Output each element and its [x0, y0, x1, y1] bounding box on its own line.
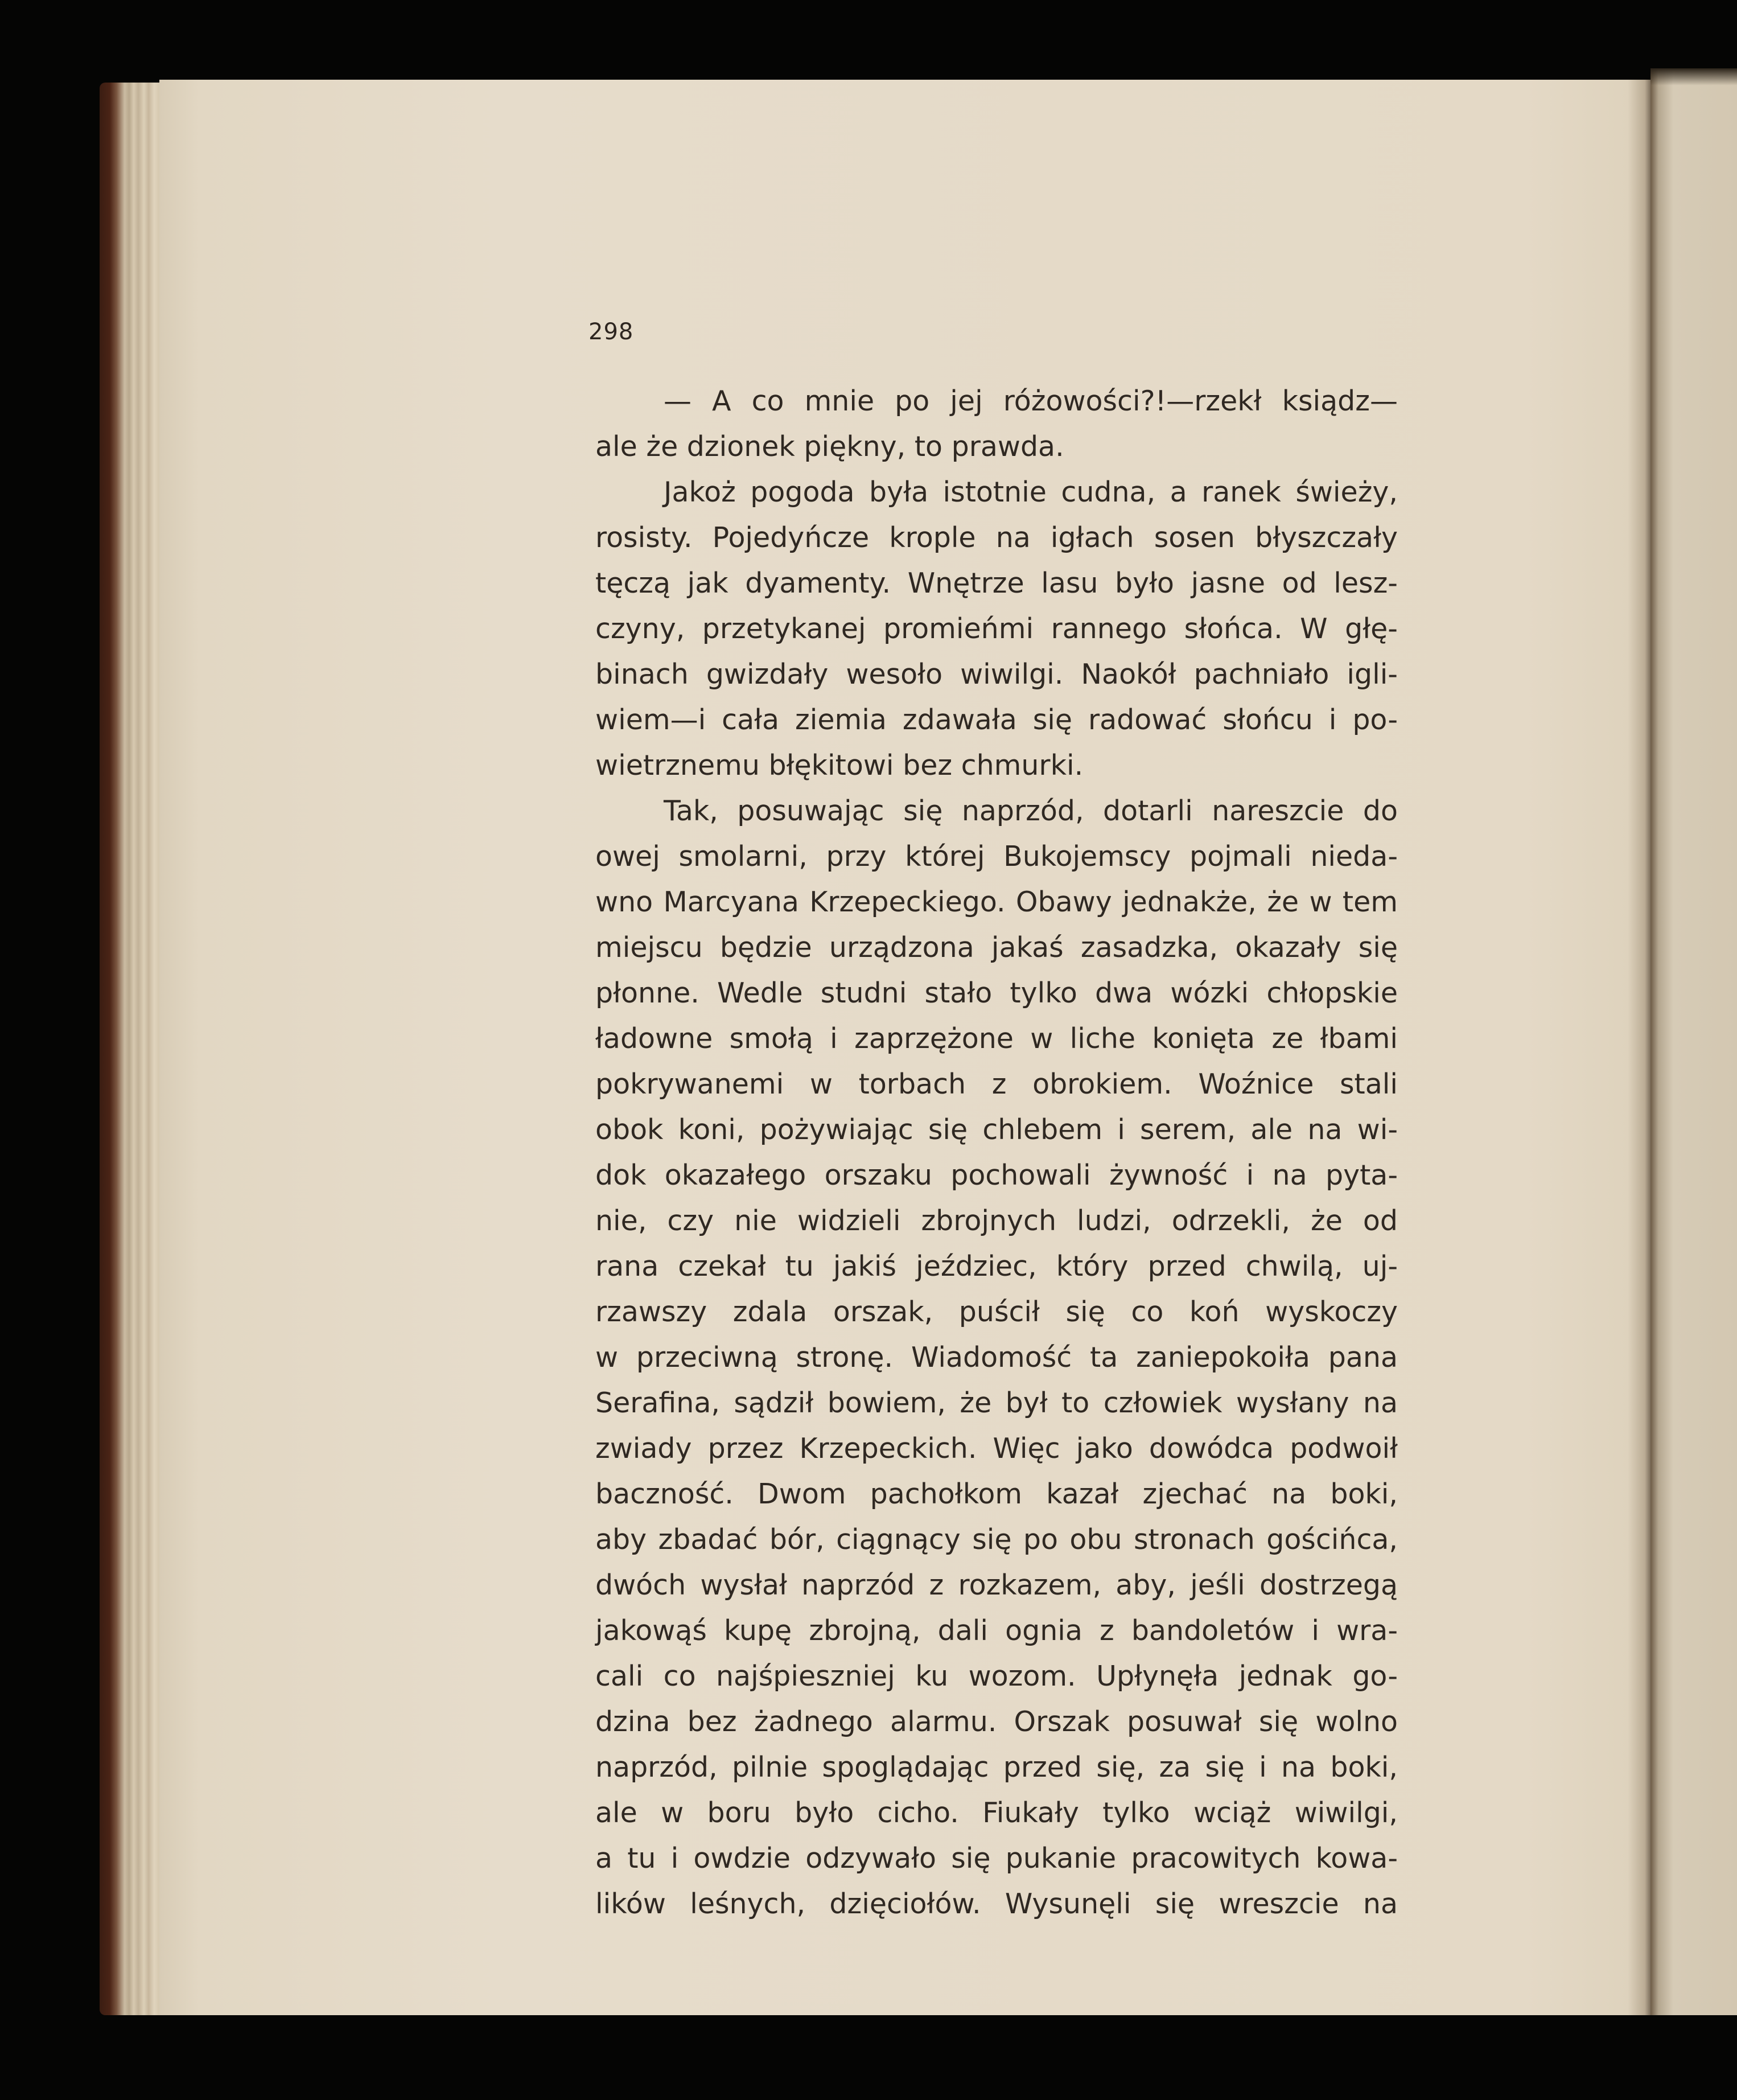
text-line: Serafina, sądził bowiem, że był to człowiek wysłany na	[595, 1387, 1398, 1419]
text-line: obok koni, pożywiając się chlebem i serem, ale na wi-	[595, 1113, 1398, 1146]
text-line: rana czekał tu jakiś jeździec, który przed chwilą, uj-	[595, 1250, 1398, 1283]
text-line: baczność. Dwom pachołkom kazał zjechać na boki,	[595, 1478, 1398, 1510]
text-line: zwiady przez Krzepeckich. Więc jako dowódca podwoił	[595, 1432, 1398, 1465]
facing-page-edge	[1650, 68, 1737, 2015]
body-text	[595, 379, 1398, 1927]
text-line: Jakoż pogoda była istotnie cudna, a ranek świeży,	[664, 476, 1398, 508]
text-line: dzina bez żadnego alarmu. Orszak posuwał się wolno	[595, 1706, 1398, 1738]
text-line: binach gwizdały wesoło wiwilgi. Naokół pachniało igli-	[595, 658, 1398, 691]
text-line: rosisty. Pojedyńcze krople na igłach sosen błyszczały	[595, 521, 1398, 554]
text-line: ładowne smołą i zaprzężone w liche konięta ze łbami	[595, 1022, 1398, 1055]
text-line: lików leśnych, dzięciołów. Wysunęli się wreszcie na	[595, 1888, 1398, 1920]
text-line: aby zbadać bór, ciągnący się po obu stronach gościńca,	[595, 1523, 1398, 1556]
gutter-shadow	[1628, 80, 1650, 2015]
text-line: jakowąś kupę zbrojną, dali ognia z bandoletów i wra-	[595, 1614, 1398, 1647]
text-line: ale w boru było cicho. Fiukały tylko wciąż wiwilgi,	[595, 1797, 1398, 1829]
text-line: wiem—i cała ziemia zdawała się radować słońcu i po-	[595, 704, 1398, 736]
text-line: w przeciwną stronę. Wiadomość ta zaniepokoiła pana	[595, 1341, 1398, 1374]
text-line: płonne. Wedle studni stało tylko dwa wózki chłopskie	[595, 977, 1398, 1009]
text-line: Tak, posuwając się naprzód, dotarli nareszcie do	[664, 795, 1398, 827]
text-line: cali co najśpieszniej ku wozom. Upłynęła jednak go-	[595, 1660, 1398, 1692]
text-line: ale że dzionek piękny, to prawda.	[595, 430, 1064, 463]
text-line: — A co mnie po jej różowości?!—rzekł ksiądz—	[664, 385, 1398, 417]
text-line: miejscu będzie urządzona jakaś zasadzka, okazały się	[595, 931, 1398, 964]
page-number: 298	[588, 319, 634, 345]
text-line: wietrznemu błękitowi bez chmurki.	[595, 749, 1084, 782]
text-line: pokrywanemi w torbach z obrokiem. Woźnice stali	[595, 1068, 1398, 1100]
text-line: wno Marcyana Krzepeckiego. Obawy jednakże, że w tem	[595, 886, 1398, 918]
text-line: rzawszy zdala orszak, puścił się co koń wyskoczy	[595, 1296, 1398, 1328]
text-line: czyny, przetykanej promieńmi rannego słońca. W głę-	[595, 613, 1398, 645]
text-line: naprzód, pilnie spoglądając przed się, za się i na boki,	[595, 1751, 1398, 1783]
text-line: owej smolarni, przy której Bukojemscy pojmali nieda-	[595, 840, 1398, 873]
text-line: tęczą jak dyamenty. Wnętrze lasu było jasne od lesz-	[595, 567, 1398, 599]
text-line: a tu i owdzie odzywało się pukanie pracowitych kowa-	[595, 1842, 1398, 1875]
text-line: nie, czy nie widzieli zbrojnych ludzi, odrzekli, że od	[595, 1205, 1398, 1237]
text-line: dwóch wysłał naprzód z rozkazem, aby, jeśli dostrzegą	[595, 1569, 1398, 1601]
text-line: dok okazałego orszaku pochowali żywność i na pyta-	[595, 1159, 1398, 1191]
